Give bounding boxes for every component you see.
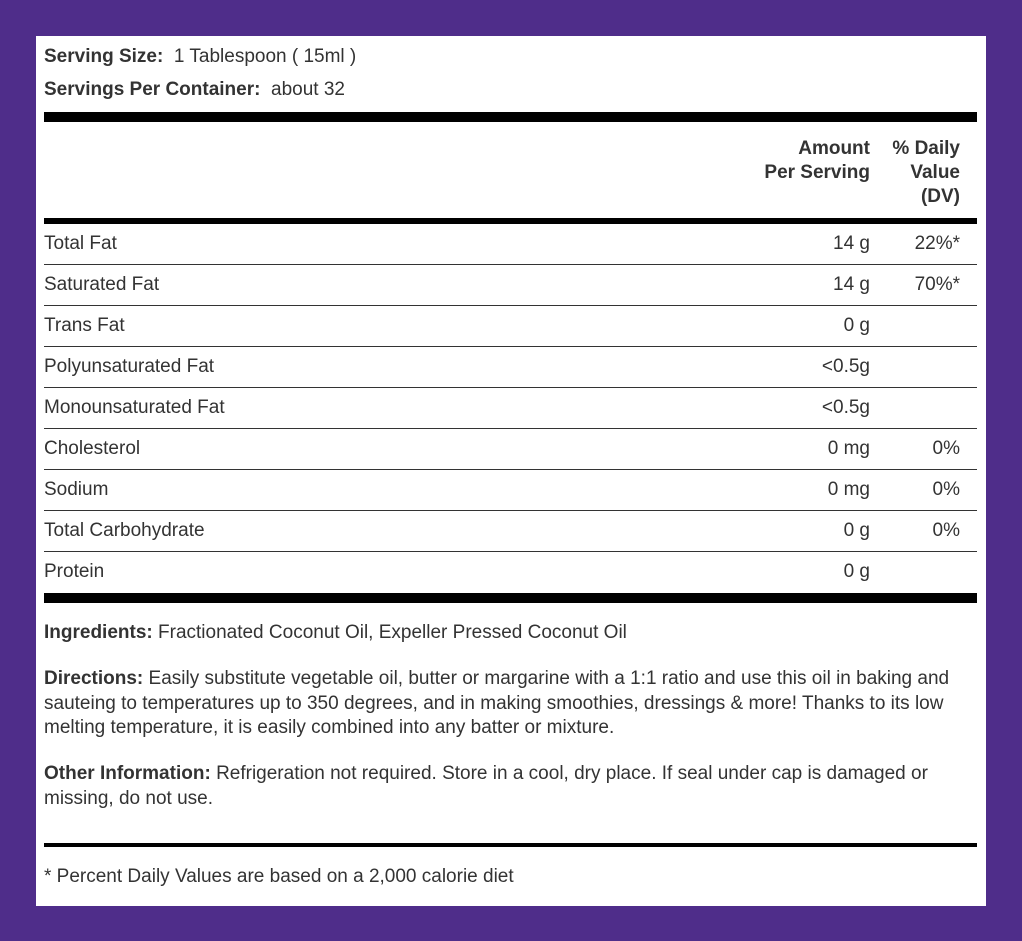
- divider-footnote: [44, 843, 977, 847]
- ingredients: [44, 621, 979, 646]
- other-information: [44, 762, 979, 811]
- ingredients-label: Ingredients:: [44, 622, 153, 643]
- nutrient-row: [44, 470, 977, 511]
- nutrient-row: [44, 265, 977, 306]
- divider-thick-bottom: [44, 593, 977, 603]
- nutrient-name: Sodium: [44, 479, 109, 500]
- nutrient-row: [44, 388, 977, 429]
- nutrient-daily-value: 70%*: [914, 274, 960, 295]
- nutrient-name: Total Carbohydrate: [44, 520, 205, 541]
- servings-per-container-label: Servings Per Container:: [44, 79, 261, 100]
- nutrient-amount: 0 g: [843, 561, 870, 582]
- serving-size-value: 1 Tablespoon ( 15ml ): [173, 46, 357, 67]
- nutrient-daily-value: 0%: [932, 520, 960, 541]
- nutrient-row: [44, 306, 977, 347]
- nutrient-name: Saturated Fat: [44, 274, 160, 295]
- supplement-facts-panel: [36, 36, 986, 906]
- amount-header-line2: Per Serving: [764, 162, 870, 183]
- dv-header-line2: Value: [910, 162, 960, 183]
- nutrient-row: [44, 552, 977, 592]
- divider-thick-top: [44, 112, 977, 122]
- nutrient-daily-value: 0%: [932, 438, 960, 459]
- other-information-label: Other Information:: [44, 763, 211, 784]
- daily-value-header: [870, 137, 960, 209]
- nutrient-name: Total Fat: [44, 233, 117, 254]
- nutrient-amount: <0.5g: [821, 397, 870, 418]
- nutrient-table: [44, 224, 977, 592]
- nutrient-name: Protein: [44, 561, 105, 582]
- servings-per-container-value: about 32: [271, 79, 345, 100]
- directions: [44, 667, 979, 741]
- directions-text: Easily substitute vegetable oil, butter or margarine with a 1:1 ratio and use this oil in baking and sauteing to temperatures up to 350 degrees, and in making smoothies, dressings & more! Thanks to its low melting temperature, it is easily combined into any batter or mixture.: [44, 668, 950, 738]
- serving-size: [44, 45, 356, 69]
- ingredients-text: Fractionated Coconut Oil, Expeller Pressed Coconut Oil: [158, 622, 627, 643]
- nutrient-amount: 14 g: [833, 233, 870, 254]
- amount-per-serving-header: [710, 137, 870, 185]
- nutrient-amount: <0.5g: [821, 356, 870, 377]
- nutrient-row: [44, 347, 977, 388]
- nutrient-amount: 0 g: [843, 520, 870, 541]
- nutrient-row: [44, 511, 977, 552]
- dv-header-line1: % Daily: [892, 138, 960, 159]
- dv-header-line3: (DV): [920, 186, 960, 207]
- daily-value-footnote: * Percent Daily Values are based on a 2,000 calorie diet: [44, 866, 514, 887]
- nutrient-amount: 0 mg: [827, 479, 870, 500]
- other-information-text: Refrigeration not required. Store in a cool, dry place. If seal under cap is damaged or missing, do not use.: [44, 763, 928, 809]
- serving-size-label: Serving Size:: [44, 46, 164, 67]
- nutrient-row: [44, 224, 977, 265]
- nutrient-name: Trans Fat: [44, 315, 125, 336]
- nutrient-name: Cholesterol: [44, 438, 141, 459]
- nutrient-daily-value: 22%*: [914, 233, 960, 254]
- amount-header-line1: Amount: [798, 138, 870, 159]
- nutrient-row: [44, 429, 977, 470]
- servings-per-container: [44, 78, 345, 102]
- nutrient-name: Polyunsaturated Fat: [44, 356, 215, 377]
- nutrient-daily-value: 0%: [932, 479, 960, 500]
- nutrient-amount: 0 g: [843, 315, 870, 336]
- nutrient-amount: 0 mg: [827, 438, 870, 459]
- nutrient-amount: 14 g: [833, 274, 870, 295]
- nutrient-name: Monounsaturated Fat: [44, 397, 225, 418]
- directions-label: Directions:: [44, 668, 144, 689]
